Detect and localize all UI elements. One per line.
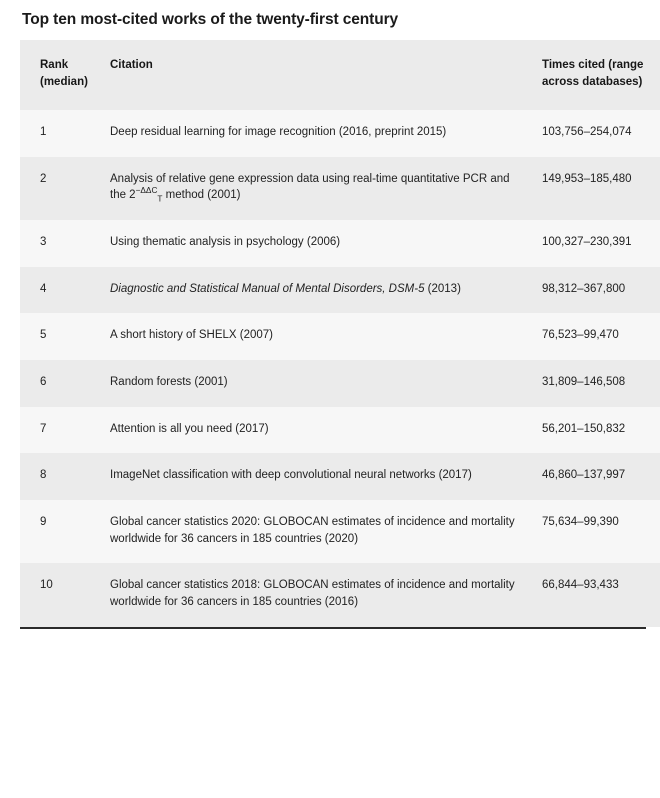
cell-citation xyxy=(110,563,542,626)
cell-citation xyxy=(110,157,542,220)
table-row xyxy=(20,563,660,626)
column-header-times-cited-line2: across databases) xyxy=(542,75,643,88)
cell-citation xyxy=(110,313,542,360)
table-row xyxy=(20,157,660,220)
citation-text-after: (2013) xyxy=(424,282,461,295)
table-row xyxy=(20,500,660,563)
table-row xyxy=(20,110,660,157)
column-header-rank-line1: Rank xyxy=(40,59,69,72)
citation-text xyxy=(110,173,510,202)
cell-rank: 8 xyxy=(20,453,110,500)
cell-citation xyxy=(110,360,542,407)
column-header-times-cited-line1: Times cited (range xyxy=(542,59,644,72)
page-title: Top ten most-cited works of the twenty-first century xyxy=(22,11,399,28)
citation-text: Global cancer statistics 2018: GLOBOCAN estimates of incidence and mortality worldwide for 36 cancers in 185 countries (2016) xyxy=(110,579,515,609)
cell-rank: 1 xyxy=(20,110,110,157)
citation-text: ImageNet classification with deep convolutional neural networks (2017) xyxy=(110,469,472,482)
column-header-rank xyxy=(20,40,110,110)
citation-text: Random forests (2001) xyxy=(110,376,228,389)
cell-times-cited: 103,756–254,074 xyxy=(542,110,660,157)
cell-citation xyxy=(110,220,542,267)
cell-citation xyxy=(110,110,542,157)
citation-text: Using thematic analysis in psychology (2006) xyxy=(110,236,341,249)
table-container xyxy=(20,40,646,628)
cell-rank: 3 xyxy=(20,220,110,267)
cell-rank: 2 xyxy=(20,157,110,220)
column-header-citation-line1: Citation xyxy=(110,59,153,72)
cell-citation xyxy=(110,267,542,314)
table-header-row xyxy=(20,40,660,110)
cell-rank: 9 xyxy=(20,500,110,563)
cell-rank: 10 xyxy=(20,563,110,626)
cell-citation xyxy=(110,453,542,500)
citation-text: A short history of SHELX (2007) xyxy=(110,329,273,342)
column-header-times-cited xyxy=(542,40,660,110)
table-row xyxy=(20,220,660,267)
cell-times-cited: 46,860–137,997 xyxy=(542,453,660,500)
cell-citation xyxy=(110,407,542,454)
table-row xyxy=(20,360,660,407)
cell-times-cited: 100,327–230,391 xyxy=(542,220,660,267)
citation-title-italic: Diagnostic and Statistical Manual of Mental Disorders, DSM-5 xyxy=(110,282,425,295)
cell-times-cited: 56,201–150,832 xyxy=(542,407,660,454)
citation-text-before: Analysis of relative gene expression data using real-time quantitative PCR and the 2 xyxy=(110,172,510,202)
cell-rank: 5 xyxy=(20,313,110,360)
cell-times-cited: 66,844–93,433 xyxy=(542,563,660,626)
citation-subscript: T xyxy=(157,194,163,204)
table-row xyxy=(20,453,660,500)
most-cited-works-table xyxy=(20,40,660,626)
table-row xyxy=(20,407,660,454)
cell-rank: 6 xyxy=(20,360,110,407)
cell-times-cited: 149,953–185,480 xyxy=(542,157,660,220)
column-header-rank-line2: (median) xyxy=(40,75,88,88)
table-row xyxy=(20,313,660,360)
citation-text: Global cancer statistics 2020: GLOBOCAN estimates of incidence and mortality worldwide for 36 cancers in 185 countries (2020) xyxy=(110,516,515,545)
table-body xyxy=(20,110,660,627)
citation-superscript: −ΔΔC xyxy=(135,186,158,196)
table-header xyxy=(20,40,660,110)
table-row xyxy=(20,267,660,314)
cell-times-cited: 75,634–99,390 xyxy=(542,500,660,563)
cell-rank: 7 xyxy=(20,407,110,454)
cell-rank: 4 xyxy=(20,267,110,314)
citation-text-after: method (2001) xyxy=(162,189,241,202)
cell-citation xyxy=(110,500,542,563)
citation-text: Deep residual learning for image recognition (2016, preprint 2015) xyxy=(110,126,447,139)
cell-times-cited: 98,312–367,800 xyxy=(542,267,660,314)
column-header-citation xyxy=(110,40,542,110)
cell-times-cited: 31,809–146,508 xyxy=(542,360,660,407)
cell-times-cited: 76,523–99,470 xyxy=(542,313,660,360)
citation-text: Attention is all you need (2017) xyxy=(110,422,269,435)
